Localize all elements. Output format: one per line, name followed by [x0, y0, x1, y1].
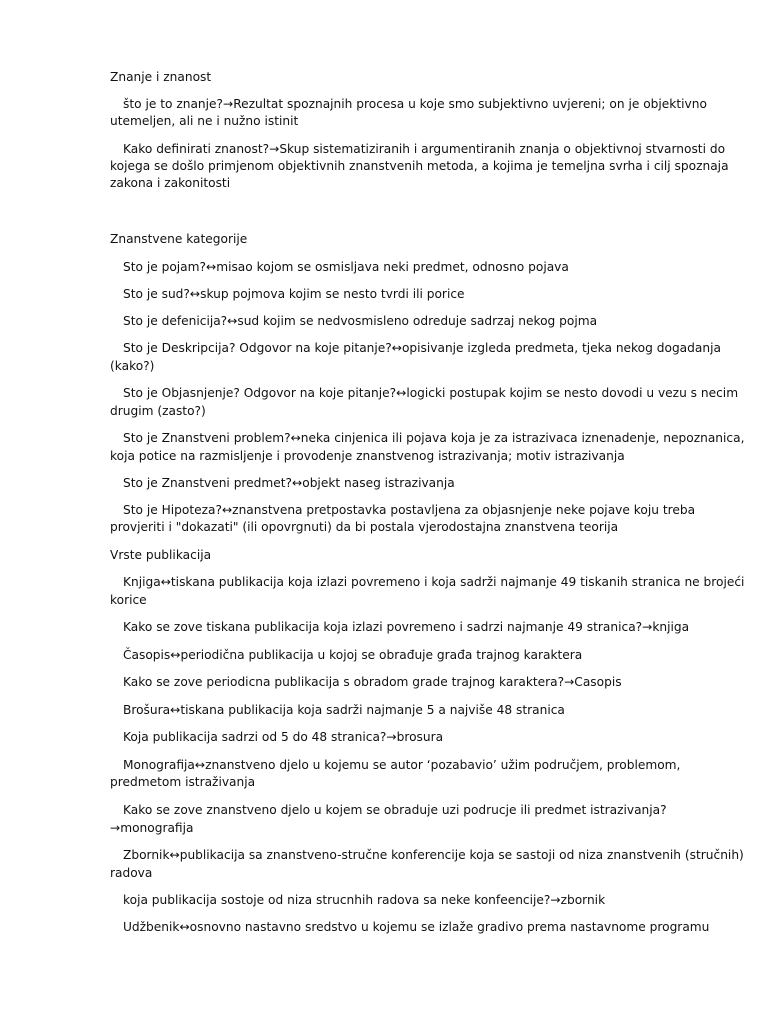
text-line: Sto je Znanstveni predmet?↔objekt naseg istrazivanja: [123, 476, 455, 490]
text-line: Sto je Hipoteza?↔znanstvena pretpostavka postavljena za objasnjenje neke pojave koju treba: [123, 503, 696, 517]
text-line: Časopis↔periodična publikacija u kojoj se obrađuje građa trajnog karaktera: [123, 648, 583, 662]
text-line: korice: [110, 593, 147, 607]
text-line: Koja publikacija sadrzi od 5 do 48 stranica?→brosura: [123, 730, 444, 744]
text-line: Knjiga↔tiskana publikacija koja izlazi povremeno i koja sadrži najmanje 49 tiskanih stranica ne brojeći: [123, 575, 745, 589]
text-line: predmetom istraživanja: [110, 775, 256, 789]
text-line: Zbornik↔publikacija sa znanstveno-stručne konferencije koja se sastoji od niza znanstvenih (stručnih): [123, 848, 744, 862]
text-line: koja publikacija sostoje od niza strucnhih radova sa neke konfeencije?→zbornik: [123, 893, 606, 907]
text-line: Udžbenik↔osnovno nastavno sredstvo u kojemu se izlaže gradivo prema nastavnome programu: [123, 920, 710, 934]
text-line: Brošura↔tiskana publikacija koja sadrži najmanje 5 a najviše 48 stranica: [123, 703, 565, 717]
text-line: zakona i zakonitosti: [110, 176, 231, 190]
text-line: koja potice na razmisljenje i provodenje znanstvenog istrazivanja; motiv istrazivanja: [110, 449, 625, 463]
heading-znanstvene-kategorije: Znanstvene kategorije: [110, 232, 248, 246]
text-line: Kako definirati znanost?→Skup sistematiziranih i argumentiranih znanja o objektivnoj stvarnosti do: [123, 142, 726, 156]
text-line: Sto je defenicija?↔sud kojim se nedvosmisleno odreduje sadrzaj nekog pojma: [123, 314, 598, 328]
text-line: što je to znanje?→Rezultat spoznajnih procesa u koje smo subjektivno uvjereni; on je objektivno: [123, 97, 707, 111]
heading-vrste-publikacija: Vrste publikacija: [110, 548, 212, 562]
text-line: utemeljen, ali ne i nužno istinit: [110, 114, 299, 128]
text-line: Kako se zove znanstveno djelo u kojem se obraduje uzi podrucje ili predmet istrazivanja?: [123, 803, 667, 817]
text-line: (kako?): [110, 359, 155, 373]
text-line: Kako se zove tiskana publikacija koja izlazi povremeno i sadrzi najmanje 49 stranica?→knjiga: [123, 620, 690, 634]
text-line: radova: [110, 866, 153, 880]
text-line: Sto je pojam?↔misao kojom se osmisljava neki predmet, odnosno pojava: [123, 260, 569, 274]
text-line: Sto je Deskripcija? Odgovor na koje pitanje?↔opisivanje izgleda predmeta, tjeka nekog dogadanja: [123, 341, 721, 355]
text-line: Kako se zove periodicna publikacija s obradom grade trajnog karaktera?→Casopis: [123, 675, 622, 689]
text-line: →monografija: [110, 821, 194, 835]
text-line: Sto je sud?↔skup pojmova kojim se nesto tvrdi ili porice: [123, 287, 465, 301]
text-line: Sto je Znanstveni problem?↔neka cinjenica ili pojava koja je za istrazivaca iznenadenje, nepoznanica,: [123, 431, 745, 445]
text-line: drugim (zasto?): [110, 404, 206, 418]
text-line: Sto je Objasnjenje? Odgovor na koje pitanje?↔logicki postupak kojim se nesto dovodi u vezu s necim: [123, 386, 739, 400]
text-line: provjeriti i "dokazati" (ili opovrgnuti) da bi postala vjerodostajna znanstvena teorija: [110, 520, 619, 534]
text-line: kojega se došlo primjenom objektivnih znanstvenih metoda, a kojima je temeljna svrha i cilj spoznaja: [110, 159, 729, 173]
heading-znanje-i-znanost: Znanje i znanost: [110, 70, 212, 84]
text-line: Monografija↔znanstveno djelo u kojemu se autor ‘pozabavio’ užim područjem, problemom,: [123, 758, 681, 772]
